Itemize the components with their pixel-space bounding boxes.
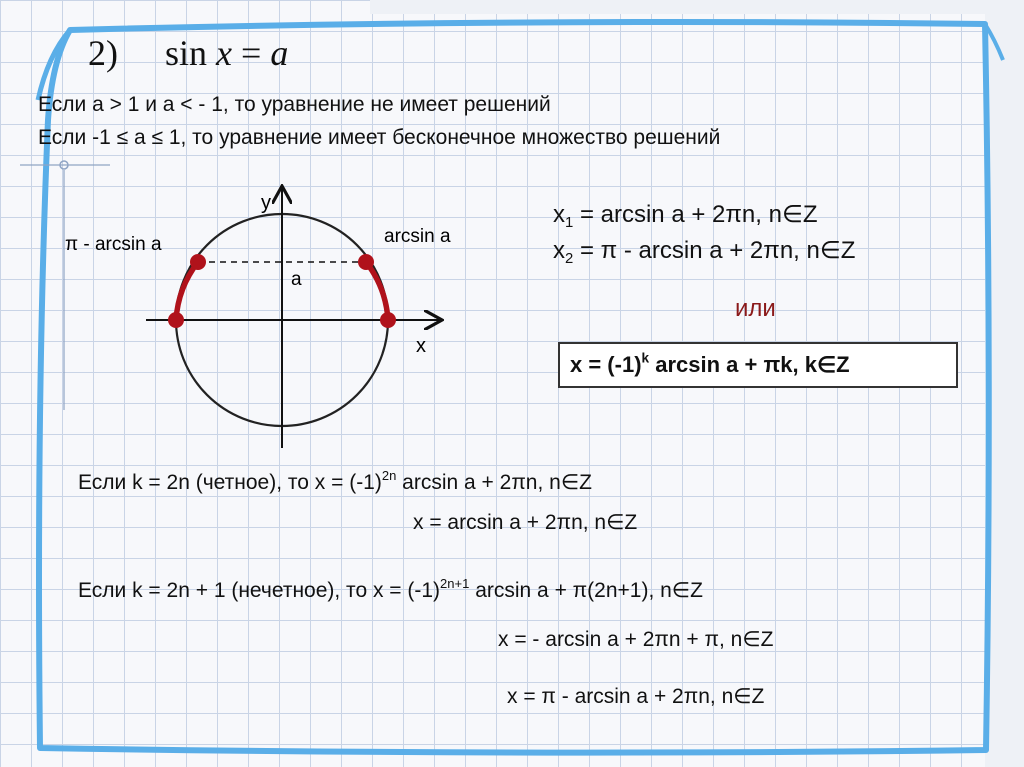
y-axis-label: y — [261, 192, 271, 214]
formula-x1: $x_1 = \arcsin a + 2\pi n$, n∈Z — [553, 201, 818, 232]
point-right-axis — [380, 312, 396, 328]
title-equals: = — [241, 33, 271, 73]
odd-case-result-2: x = π - arcsin a + 2πn, n∈Z — [507, 685, 765, 708]
condition-no-solutions: Если a > 1 и a < - 1, то уравнение не имеет решений — [38, 93, 551, 116]
or-label: или — [735, 295, 776, 322]
title-variable: x — [216, 33, 232, 73]
pi-minus-arcsin-label: π - arcsin a — [65, 234, 162, 255]
general-formula-box: $x = (-1)^k$ arcsin a + πk, k∈Z — [558, 342, 958, 388]
odd-case-line: Если k = 2n + 1 (нечетное), то $x = (-1)^{2n+1}$ arcsin a + π(2n+1), n∈Z — [78, 575, 703, 602]
title-rhs: a — [270, 33, 289, 73]
a-label: a — [291, 269, 302, 290]
point-pi-minus-arcsin-a — [190, 254, 206, 270]
odd-case-result-1: x = - arcsin a + 2πn + π, n∈Z — [498, 628, 774, 651]
point-left-axis — [168, 312, 184, 328]
unit-circle-diagram — [50, 180, 470, 455]
even-case-line: Если k = 2n (четное), то $x = (-1)^{2n}$ arcsin a + 2πn, n∈Z — [78, 467, 592, 494]
point-arcsin-a — [358, 254, 374, 270]
arcsin-label: arcsin a — [384, 226, 451, 247]
title-number: 2) — [88, 33, 118, 73]
x-axis-label: x — [416, 335, 426, 357]
even-case-result: x = arcsin a + 2πn, n∈Z — [413, 511, 638, 534]
formula-x2: $x_2 = \pi - \arcsin a + 2\pi n$, n∈Z — [553, 237, 856, 268]
title-function: sin — [165, 33, 208, 73]
condition-infinite-solutions: Если -1 ≤ a ≤ 1, то уравнение имеет бесконечное множество решений — [38, 126, 721, 149]
section-title — [88, 32, 288, 74]
